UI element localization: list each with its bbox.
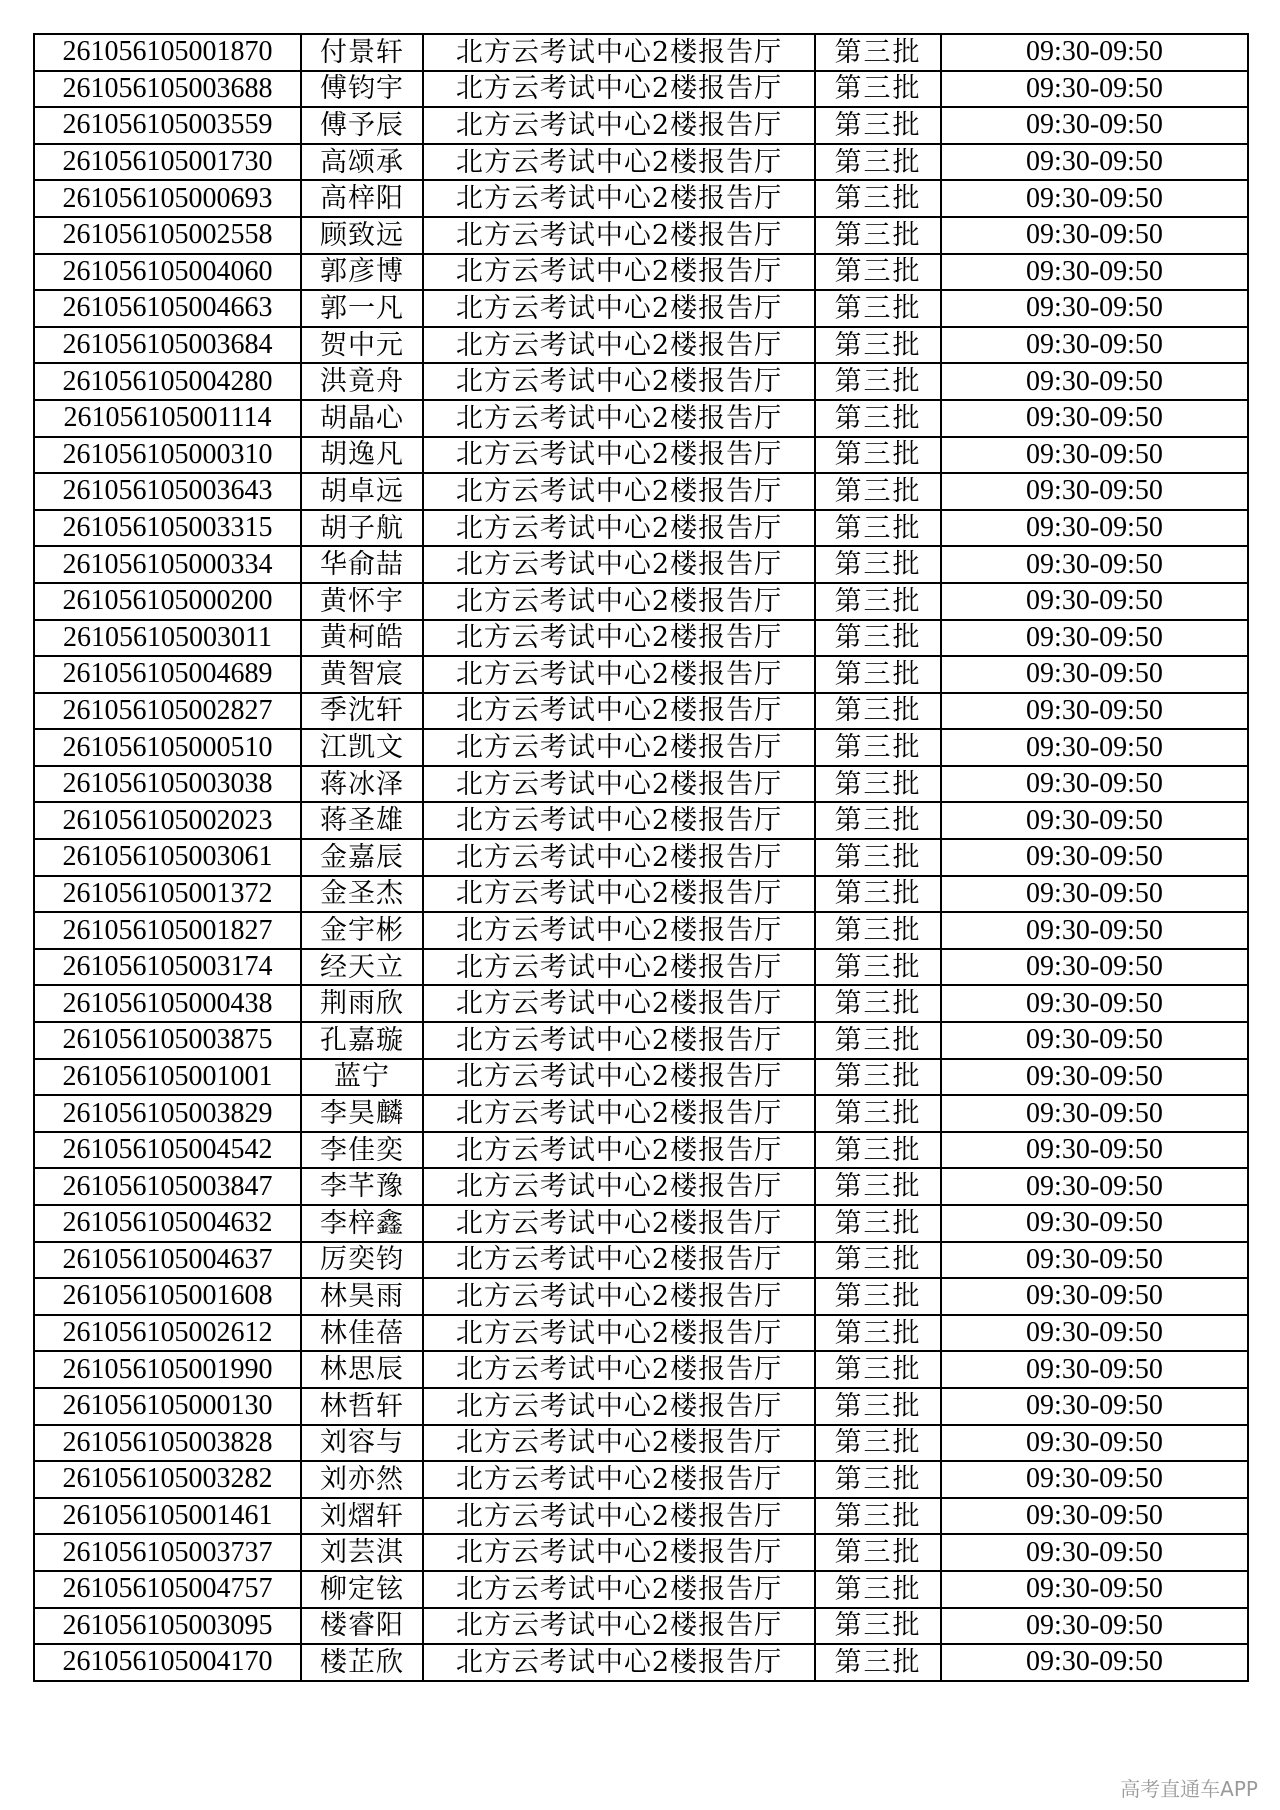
time-slot-cell: 09:30-09:50	[941, 1498, 1248, 1535]
student-name-cell: 刘熠轩	[301, 1498, 423, 1535]
student-name-cell: 经天立	[301, 949, 423, 986]
batch-cell: 第三批	[815, 1388, 941, 1425]
time-slot-cell: 09:30-09:50	[941, 949, 1248, 986]
time-slot-cell: 09:30-09:50	[941, 363, 1248, 400]
time-slot-cell: 09:30-09:50	[941, 985, 1248, 1022]
table-row	[34, 802, 1248, 839]
table-row	[34, 180, 1248, 217]
exam-location-cell: 北方云考试中心2楼报告厅	[423, 656, 815, 693]
time-slot-cell: 09:30-09:50	[941, 1205, 1248, 1242]
student-name-cell: 贺中元	[301, 327, 423, 364]
exam-location-cell: 北方云考试中心2楼报告厅	[423, 1644, 815, 1681]
time-slot-cell: 09:30-09:50	[941, 1022, 1248, 1059]
time-slot-cell: 09:30-09:50	[941, 71, 1248, 108]
student-name-cell: 孔嘉璇	[301, 1022, 423, 1059]
ticket-number-cell: 261056105004060	[34, 254, 301, 291]
table-row	[34, 620, 1248, 657]
ticket-number-cell: 261056105001114	[34, 400, 301, 437]
ticket-number-cell: 261056105002558	[34, 217, 301, 254]
student-name-cell: 高颂承	[301, 144, 423, 181]
exam-location-cell: 北方云考试中心2楼报告厅	[423, 1059, 815, 1096]
student-name-cell: 傅钧宇	[301, 71, 423, 108]
exam-location-cell: 北方云考试中心2楼报告厅	[423, 620, 815, 657]
time-slot-cell: 09:30-09:50	[941, 1534, 1248, 1571]
ticket-number-cell: 261056105000693	[34, 180, 301, 217]
student-name-cell: 黄怀宇	[301, 583, 423, 620]
batch-cell: 第三批	[815, 510, 941, 547]
time-slot-cell: 09:30-09:50	[941, 1242, 1248, 1279]
student-name-cell: 江凯文	[301, 729, 423, 766]
ticket-number-cell: 261056105001608	[34, 1278, 301, 1315]
ticket-number-cell: 261056105000334	[34, 546, 301, 583]
student-name-cell: 林思辰	[301, 1351, 423, 1388]
student-name-cell: 荆雨欣	[301, 985, 423, 1022]
ticket-number-cell: 261056105001730	[34, 144, 301, 181]
student-name-cell: 蓝宁	[301, 1059, 423, 1096]
student-name-cell: 金宇彬	[301, 912, 423, 949]
ticket-number-cell: 261056105003875	[34, 1022, 301, 1059]
exam-location-cell: 北方云考试中心2楼报告厅	[423, 107, 815, 144]
student-name-cell: 高梓阳	[301, 180, 423, 217]
exam-location-cell: 北方云考试中心2楼报告厅	[423, 327, 815, 364]
table-row	[34, 839, 1248, 876]
student-name-cell: 林佳蓓	[301, 1315, 423, 1352]
student-name-cell: 金嘉辰	[301, 839, 423, 876]
ticket-number-cell: 261056105003011	[34, 620, 301, 657]
exam-location-cell: 北方云考试中心2楼报告厅	[423, 985, 815, 1022]
exam-location-cell: 北方云考试中心2楼报告厅	[423, 400, 815, 437]
table-row	[34, 400, 1248, 437]
ticket-number-cell: 261056105003688	[34, 71, 301, 108]
student-name-cell: 李昊麟	[301, 1095, 423, 1132]
exam-location-cell: 北方云考试中心2楼报告厅	[423, 876, 815, 913]
exam-location-cell: 北方云考试中心2楼报告厅	[423, 1132, 815, 1169]
table-row	[34, 1498, 1248, 1535]
roster-table	[33, 33, 1249, 1682]
student-name-cell: 林哲轩	[301, 1388, 423, 1425]
student-name-cell: 傅予辰	[301, 107, 423, 144]
roster-table-body	[34, 34, 1248, 1681]
ticket-number-cell: 261056105004663	[34, 290, 301, 327]
batch-cell: 第三批	[815, 1168, 941, 1205]
ticket-number-cell: 261056105004170	[34, 1644, 301, 1681]
time-slot-cell: 09:30-09:50	[941, 107, 1248, 144]
student-name-cell: 厉奕钧	[301, 1242, 423, 1279]
student-name-cell: 蒋圣雄	[301, 802, 423, 839]
table-row	[34, 693, 1248, 730]
table-row	[34, 473, 1248, 510]
ticket-number-cell: 261056105001990	[34, 1351, 301, 1388]
batch-cell: 第三批	[815, 693, 941, 730]
student-name-cell: 付景轩	[301, 34, 423, 71]
exam-location-cell: 北方云考试中心2楼报告厅	[423, 1022, 815, 1059]
time-slot-cell: 09:30-09:50	[941, 1315, 1248, 1352]
ticket-number-cell: 261056105004280	[34, 363, 301, 400]
table-row	[34, 510, 1248, 547]
table-row	[34, 583, 1248, 620]
batch-cell: 第三批	[815, 1608, 941, 1645]
batch-cell: 第三批	[815, 1278, 941, 1315]
batch-cell: 第三批	[815, 656, 941, 693]
exam-location-cell: 北方云考试中心2楼报告厅	[423, 1534, 815, 1571]
ticket-number-cell: 261056105001870	[34, 34, 301, 71]
time-slot-cell: 09:30-09:50	[941, 1351, 1248, 1388]
table-row	[34, 1022, 1248, 1059]
table-row	[34, 363, 1248, 400]
exam-location-cell: 北方云考试中心2楼报告厅	[423, 1168, 815, 1205]
time-slot-cell: 09:30-09:50	[941, 1608, 1248, 1645]
ticket-number-cell: 261056105003737	[34, 1534, 301, 1571]
time-slot-cell: 09:30-09:50	[941, 1278, 1248, 1315]
batch-cell: 第三批	[815, 1022, 941, 1059]
table-row	[34, 876, 1248, 913]
table-row	[34, 985, 1248, 1022]
time-slot-cell: 09:30-09:50	[941, 620, 1248, 657]
student-name-cell: 顾致远	[301, 217, 423, 254]
student-name-cell: 柳定铉	[301, 1571, 423, 1608]
exam-location-cell: 北方云考试中心2楼报告厅	[423, 437, 815, 474]
time-slot-cell: 09:30-09:50	[941, 1571, 1248, 1608]
batch-cell: 第三批	[815, 546, 941, 583]
batch-cell: 第三批	[815, 473, 941, 510]
batch-cell: 第三批	[815, 290, 941, 327]
time-slot-cell: 09:30-09:50	[941, 693, 1248, 730]
exam-location-cell: 北方云考试中心2楼报告厅	[423, 180, 815, 217]
ticket-number-cell: 261056105002023	[34, 802, 301, 839]
time-slot-cell: 09:30-09:50	[941, 217, 1248, 254]
batch-cell: 第三批	[815, 912, 941, 949]
table-row	[34, 254, 1248, 291]
student-name-cell: 胡卓远	[301, 473, 423, 510]
time-slot-cell: 09:30-09:50	[941, 473, 1248, 510]
table-row	[34, 1608, 1248, 1645]
batch-cell: 第三批	[815, 1461, 941, 1498]
student-name-cell: 金圣杰	[301, 876, 423, 913]
batch-cell: 第三批	[815, 1498, 941, 1535]
exam-location-cell: 北方云考试中心2楼报告厅	[423, 693, 815, 730]
time-slot-cell: 09:30-09:50	[941, 1059, 1248, 1096]
table-row	[34, 1534, 1248, 1571]
batch-cell: 第三批	[815, 766, 941, 803]
student-name-cell: 李梓鑫	[301, 1205, 423, 1242]
table-row	[34, 437, 1248, 474]
table-row	[34, 1461, 1248, 1498]
exam-location-cell: 北方云考试中心2楼报告厅	[423, 1315, 815, 1352]
exam-location-cell: 北方云考试中心2楼报告厅	[423, 839, 815, 876]
ticket-number-cell: 261056105003559	[34, 107, 301, 144]
ticket-number-cell: 261056105003315	[34, 510, 301, 547]
exam-location-cell: 北方云考试中心2楼报告厅	[423, 510, 815, 547]
ticket-number-cell: 261056105000510	[34, 729, 301, 766]
table-row	[34, 1644, 1248, 1681]
table-row	[34, 327, 1248, 364]
batch-cell: 第三批	[815, 876, 941, 913]
ticket-number-cell: 261056105001827	[34, 912, 301, 949]
time-slot-cell: 09:30-09:50	[941, 510, 1248, 547]
table-row	[34, 1205, 1248, 1242]
exam-location-cell: 北方云考试中心2楼报告厅	[423, 1095, 815, 1132]
student-name-cell: 刘容与	[301, 1425, 423, 1462]
table-row	[34, 1388, 1248, 1425]
time-slot-cell: 09:30-09:50	[941, 254, 1248, 291]
time-slot-cell: 09:30-09:50	[941, 290, 1248, 327]
batch-cell: 第三批	[815, 620, 941, 657]
batch-cell: 第三批	[815, 180, 941, 217]
student-name-cell: 胡子航	[301, 510, 423, 547]
student-name-cell: 胡晶心	[301, 400, 423, 437]
table-row	[34, 1425, 1248, 1462]
student-name-cell: 楼芷欣	[301, 1644, 423, 1681]
ticket-number-cell: 261056105003174	[34, 949, 301, 986]
batch-cell: 第三批	[815, 363, 941, 400]
exam-location-cell: 北方云考试中心2楼报告厅	[423, 144, 815, 181]
table-row	[34, 912, 1248, 949]
batch-cell: 第三批	[815, 400, 941, 437]
ticket-number-cell: 261056105003828	[34, 1425, 301, 1462]
table-row	[34, 656, 1248, 693]
student-name-cell: 楼睿阳	[301, 1608, 423, 1645]
table-row	[34, 1059, 1248, 1096]
exam-location-cell: 北方云考试中心2楼报告厅	[423, 1461, 815, 1498]
ticket-number-cell: 261056105003095	[34, 1608, 301, 1645]
student-name-cell: 蒋冰泽	[301, 766, 423, 803]
ticket-number-cell: 261056105001461	[34, 1498, 301, 1535]
batch-cell: 第三批	[815, 34, 941, 71]
table-row	[34, 1095, 1248, 1132]
time-slot-cell: 09:30-09:50	[941, 766, 1248, 803]
ticket-number-cell: 261056105000130	[34, 1388, 301, 1425]
table-row	[34, 949, 1248, 986]
time-slot-cell: 09:30-09:50	[941, 1425, 1248, 1462]
watermark-text: 高考直通车APP	[1120, 1777, 1258, 1801]
ticket-number-cell: 261056105004757	[34, 1571, 301, 1608]
batch-cell: 第三批	[815, 437, 941, 474]
batch-cell: 第三批	[815, 71, 941, 108]
table-row	[34, 1315, 1248, 1352]
ticket-number-cell: 261056105004632	[34, 1205, 301, 1242]
time-slot-cell: 09:30-09:50	[941, 180, 1248, 217]
student-name-cell: 郭一凡	[301, 290, 423, 327]
time-slot-cell: 09:30-09:50	[941, 839, 1248, 876]
table-row	[34, 1351, 1248, 1388]
ticket-number-cell: 261056105004689	[34, 656, 301, 693]
exam-location-cell: 北方云考试中心2楼报告厅	[423, 1278, 815, 1315]
batch-cell: 第三批	[815, 107, 941, 144]
student-name-cell: 李芊豫	[301, 1168, 423, 1205]
time-slot-cell: 09:30-09:50	[941, 1461, 1248, 1498]
ticket-number-cell: 261056105003282	[34, 1461, 301, 1498]
student-name-cell: 黄智宸	[301, 656, 423, 693]
student-name-cell: 郭彦博	[301, 254, 423, 291]
ticket-number-cell: 261056105004637	[34, 1242, 301, 1279]
ticket-number-cell: 261056105003038	[34, 766, 301, 803]
table-row	[34, 1278, 1248, 1315]
exam-location-cell: 北方云考试中心2楼报告厅	[423, 766, 815, 803]
batch-cell: 第三批	[815, 327, 941, 364]
table-row	[34, 1168, 1248, 1205]
exam-location-cell: 北方云考试中心2楼报告厅	[423, 729, 815, 766]
ticket-number-cell: 261056105003643	[34, 473, 301, 510]
ticket-number-cell: 261056105000438	[34, 985, 301, 1022]
batch-cell: 第三批	[815, 254, 941, 291]
exam-location-cell: 北方云考试中心2楼报告厅	[423, 1388, 815, 1425]
batch-cell: 第三批	[815, 1242, 941, 1279]
batch-cell: 第三批	[815, 1205, 941, 1242]
student-name-cell: 洪竟舟	[301, 363, 423, 400]
batch-cell: 第三批	[815, 985, 941, 1022]
batch-cell: 第三批	[815, 1351, 941, 1388]
time-slot-cell: 09:30-09:50	[941, 400, 1248, 437]
time-slot-cell: 09:30-09:50	[941, 802, 1248, 839]
table-row	[34, 107, 1248, 144]
ticket-number-cell: 261056105001372	[34, 876, 301, 913]
ticket-number-cell: 261056105003829	[34, 1095, 301, 1132]
time-slot-cell: 09:30-09:50	[941, 729, 1248, 766]
table-row	[34, 766, 1248, 803]
student-name-cell: 季沈轩	[301, 693, 423, 730]
ticket-number-cell: 261056105003847	[34, 1168, 301, 1205]
student-name-cell: 林昊雨	[301, 1278, 423, 1315]
batch-cell: 第三批	[815, 144, 941, 181]
table-row	[34, 144, 1248, 181]
batch-cell: 第三批	[815, 1315, 941, 1352]
student-name-cell: 刘亦然	[301, 1461, 423, 1498]
time-slot-cell: 09:30-09:50	[941, 327, 1248, 364]
table-row	[34, 1132, 1248, 1169]
batch-cell: 第三批	[815, 583, 941, 620]
ticket-number-cell: 261056105002827	[34, 693, 301, 730]
exam-location-cell: 北方云考试中心2楼报告厅	[423, 1351, 815, 1388]
exam-location-cell: 北方云考试中心2楼报告厅	[423, 912, 815, 949]
batch-cell: 第三批	[815, 839, 941, 876]
time-slot-cell: 09:30-09:50	[941, 1644, 1248, 1681]
table-row	[34, 729, 1248, 766]
time-slot-cell: 09:30-09:50	[941, 876, 1248, 913]
exam-location-cell: 北方云考试中心2楼报告厅	[423, 217, 815, 254]
exam-location-cell: 北方云考试中心2楼报告厅	[423, 1242, 815, 1279]
time-slot-cell: 09:30-09:50	[941, 437, 1248, 474]
time-slot-cell: 09:30-09:50	[941, 583, 1248, 620]
student-name-cell: 黄柯皓	[301, 620, 423, 657]
exam-location-cell: 北方云考试中心2楼报告厅	[423, 1425, 815, 1462]
time-slot-cell: 09:30-09:50	[941, 34, 1248, 71]
table-row	[34, 71, 1248, 108]
exam-location-cell: 北方云考试中心2楼报告厅	[423, 583, 815, 620]
exam-location-cell: 北方云考试中心2楼报告厅	[423, 1498, 815, 1535]
batch-cell: 第三批	[815, 1425, 941, 1462]
ticket-number-cell: 261056105000200	[34, 583, 301, 620]
exam-location-cell: 北方云考试中心2楼报告厅	[423, 802, 815, 839]
ticket-number-cell: 261056105002612	[34, 1315, 301, 1352]
exam-location-cell: 北方云考试中心2楼报告厅	[423, 1608, 815, 1645]
table-row	[34, 1571, 1248, 1608]
exam-location-cell: 北方云考试中心2楼报告厅	[423, 71, 815, 108]
exam-location-cell: 北方云考试中心2楼报告厅	[423, 363, 815, 400]
student-name-cell: 华俞喆	[301, 546, 423, 583]
ticket-number-cell: 261056105003061	[34, 839, 301, 876]
ticket-number-cell: 261056105001001	[34, 1059, 301, 1096]
exam-location-cell: 北方云考试中心2楼报告厅	[423, 290, 815, 327]
batch-cell: 第三批	[815, 1132, 941, 1169]
ticket-number-cell: 261056105003684	[34, 327, 301, 364]
batch-cell: 第三批	[815, 1059, 941, 1096]
exam-location-cell: 北方云考试中心2楼报告厅	[423, 473, 815, 510]
exam-location-cell: 北方云考试中心2楼报告厅	[423, 34, 815, 71]
ticket-number-cell: 261056105000310	[34, 437, 301, 474]
batch-cell: 第三批	[815, 1644, 941, 1681]
ticket-number-cell: 261056105004542	[34, 1132, 301, 1169]
student-name-cell: 胡逸凡	[301, 437, 423, 474]
batch-cell: 第三批	[815, 1534, 941, 1571]
batch-cell: 第三批	[815, 802, 941, 839]
table-row	[34, 217, 1248, 254]
batch-cell: 第三批	[815, 729, 941, 766]
student-name-cell: 李佳奕	[301, 1132, 423, 1169]
table-row	[34, 34, 1248, 71]
time-slot-cell: 09:30-09:50	[941, 1132, 1248, 1169]
time-slot-cell: 09:30-09:50	[941, 144, 1248, 181]
batch-cell: 第三批	[815, 1571, 941, 1608]
exam-location-cell: 北方云考试中心2楼报告厅	[423, 546, 815, 583]
batch-cell: 第三批	[815, 217, 941, 254]
batch-cell: 第三批	[815, 949, 941, 986]
student-name-cell: 刘芸淇	[301, 1534, 423, 1571]
time-slot-cell: 09:30-09:50	[941, 546, 1248, 583]
exam-location-cell: 北方云考试中心2楼报告厅	[423, 1205, 815, 1242]
time-slot-cell: 09:30-09:50	[941, 912, 1248, 949]
time-slot-cell: 09:30-09:50	[941, 656, 1248, 693]
time-slot-cell: 09:30-09:50	[941, 1095, 1248, 1132]
exam-location-cell: 北方云考试中心2楼报告厅	[423, 254, 815, 291]
table-row	[34, 1242, 1248, 1279]
time-slot-cell: 09:30-09:50	[941, 1388, 1248, 1425]
time-slot-cell: 09:30-09:50	[941, 1168, 1248, 1205]
exam-location-cell: 北方云考试中心2楼报告厅	[423, 1571, 815, 1608]
exam-location-cell: 北方云考试中心2楼报告厅	[423, 949, 815, 986]
table-row	[34, 546, 1248, 583]
table-row	[34, 290, 1248, 327]
batch-cell: 第三批	[815, 1095, 941, 1132]
